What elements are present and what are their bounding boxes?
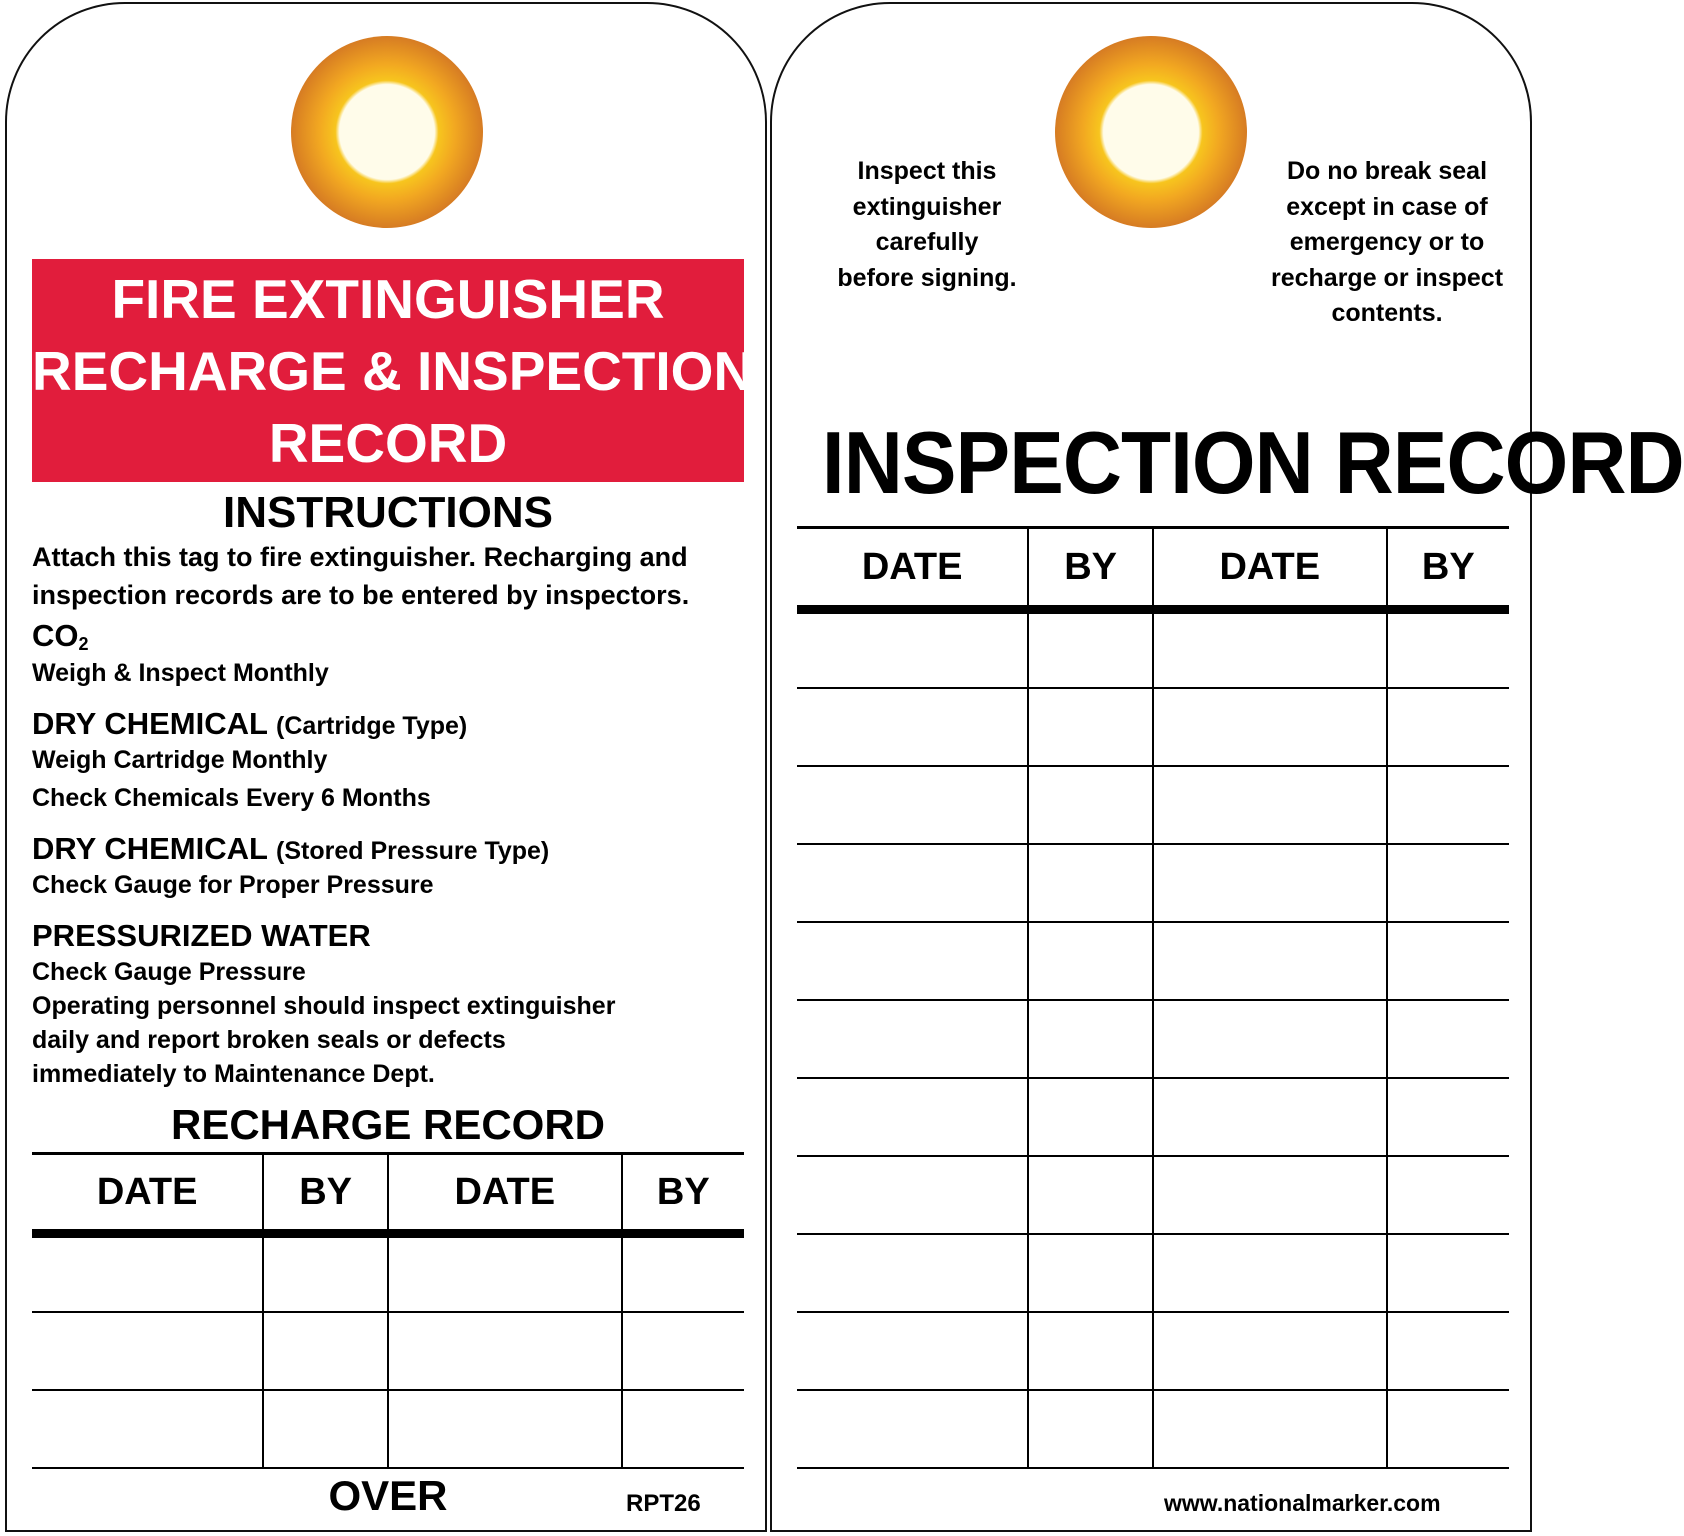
column-header-date: DATE [1153, 528, 1387, 610]
banner-line: FIRE EXTINGUISHER [111, 268, 665, 330]
inspection-record-heading: INSPECTION RECORD [821, 413, 1684, 512]
column-header-by: BY [263, 1154, 388, 1234]
blank-cell [1387, 1234, 1509, 1312]
note-line: recharge or inspect [1270, 263, 1504, 292]
blank-cell [1387, 1000, 1509, 1078]
dry-chemical-stored-line: Check Gauge for Proper Pressure [32, 871, 434, 899]
blank-cell [1153, 1156, 1387, 1234]
recharge-record-table [32, 1152, 744, 1469]
note-line: Do no break seal [1286, 157, 1488, 185]
blank-cell [1153, 610, 1387, 688]
blank-cell [797, 1390, 1028, 1468]
blank-cell [1028, 610, 1153, 688]
blank-cell [1153, 922, 1387, 1000]
front-tag [5, 2, 767, 1532]
table-row [797, 1234, 1509, 1312]
blank-cell [1028, 922, 1153, 1000]
blank-cell [1153, 1390, 1387, 1468]
blank-cell [622, 1390, 744, 1468]
column-header-date: DATE [388, 1154, 622, 1234]
blank-cell [797, 766, 1028, 844]
blank-cell [1387, 1390, 1509, 1468]
blank-cell [1153, 1234, 1387, 1312]
blank-cell [797, 1234, 1028, 1312]
blank-cell [1387, 688, 1509, 766]
seal-note [1252, 154, 1522, 332]
table-row [797, 1000, 1509, 1078]
table-row [32, 1390, 744, 1468]
table-row [32, 1312, 744, 1390]
blank-cell [1028, 1312, 1153, 1390]
table-row [797, 610, 1509, 688]
blank-cell [797, 610, 1028, 688]
inspection-record-table [797, 526, 1509, 1469]
dry-chemical-cartridge-paren: (Cartridge Type) [276, 712, 468, 740]
grommet-hole-icon [291, 36, 483, 228]
intro-line: inspection records are to be entered by inspectors. [32, 580, 690, 610]
blank-cell [1387, 922, 1509, 1000]
over-label: OVER [328, 1472, 448, 1519]
blank-cell [1028, 688, 1153, 766]
dry-chemical-cartridge-head: DRY CHEMICAL [32, 706, 268, 741]
blank-cell [263, 1234, 388, 1312]
blank-cell [263, 1312, 388, 1390]
column-header-by: BY [1387, 528, 1509, 610]
column-header-date: DATE [797, 528, 1028, 610]
column-header-by: BY [1028, 528, 1153, 610]
blank-cell [797, 1156, 1028, 1234]
blank-cell [388, 1390, 622, 1468]
blank-cell [388, 1312, 622, 1390]
pressurized-water-line: daily and report broken seals or defects [32, 1026, 506, 1054]
table-row [797, 1312, 1509, 1390]
blank-cell [1153, 688, 1387, 766]
blank-cell [797, 1312, 1028, 1390]
blank-cell [388, 1234, 622, 1312]
blank-cell [1387, 844, 1509, 922]
table-row [797, 1390, 1509, 1468]
blank-cell [622, 1234, 744, 1312]
blank-cell [1028, 1390, 1153, 1468]
note-line: except in case of [1286, 192, 1488, 221]
column-header-date: DATE [32, 1154, 263, 1234]
blank-cell [32, 1312, 263, 1390]
co2-heading-sub: 2 [78, 634, 89, 654]
blank-cell [797, 922, 1028, 1000]
blank-cell [1028, 1000, 1153, 1078]
blank-cell [1028, 1078, 1153, 1156]
inspect-note [812, 154, 1042, 296]
blank-cell [1387, 1312, 1509, 1390]
pressurized-water-line: Operating personnel should inspect extinguisher [32, 992, 616, 1020]
blank-cell [1028, 1156, 1153, 1234]
blank-cell [797, 844, 1028, 922]
blank-cell [1387, 1156, 1509, 1234]
blank-cell [1028, 844, 1153, 922]
grommet-hole-icon [1055, 36, 1247, 228]
pressurized-water-line: immediately to Maintenance Dept. [32, 1060, 435, 1088]
dry-chemical-stored-paren: (Stored Pressure Type) [276, 837, 550, 865]
blank-cell [1387, 610, 1509, 688]
co2-heading [32, 618, 89, 655]
blank-cell [32, 1234, 263, 1312]
blank-cell [1153, 844, 1387, 922]
blank-cell [622, 1312, 744, 1390]
pressurized-water-line: Check Gauge Pressure [32, 958, 306, 986]
note-line: extinguisher [852, 192, 1002, 221]
dry-chemical-stored-head: DRY CHEMICAL [32, 831, 268, 866]
table-row [797, 688, 1509, 766]
intro-line: Attach this tag to fire extinguisher. Recharging and [32, 542, 688, 572]
table-row [797, 1078, 1509, 1156]
column-header-by: BY [622, 1154, 744, 1234]
blank-cell [1028, 1234, 1153, 1312]
table-row [797, 922, 1509, 1000]
blank-cell [1387, 1078, 1509, 1156]
note-line: Inspect this [857, 157, 997, 185]
back-tag [770, 2, 1684, 1532]
blank-cell [797, 688, 1028, 766]
blank-cell [1153, 766, 1387, 844]
dry-chemical-cartridge-line: Check Chemicals Every 6 Months [32, 784, 431, 812]
dry-chemical-stored-heading [32, 831, 549, 867]
note-line: before signing. [837, 263, 1017, 292]
blank-cell [1153, 1312, 1387, 1390]
table-row [32, 1234, 744, 1312]
blank-cell [1153, 1000, 1387, 1078]
blank-cell [1028, 766, 1153, 844]
blank-cell [797, 1078, 1028, 1156]
table-row [797, 1156, 1509, 1234]
co2-heading-main: CO [32, 618, 79, 653]
intro-text [32, 538, 689, 614]
website-url: www.nationalmarker.com [1164, 1490, 1441, 1516]
note-line: emergency or to [1289, 228, 1485, 256]
title-banner [32, 259, 754, 482]
table-row [797, 844, 1509, 922]
dry-chemical-cartridge-line: Weigh Cartridge Monthly [32, 746, 328, 774]
dry-chemical-cartridge-heading [32, 706, 467, 742]
note-line: contents. [1331, 299, 1443, 327]
blank-cell [32, 1390, 263, 1468]
note-line: carefully [875, 228, 979, 256]
blank-cell [263, 1390, 388, 1468]
blank-cell [1387, 766, 1509, 844]
blank-cell [797, 1000, 1028, 1078]
pressurized-water-heading: PRESSURIZED WATER [32, 918, 371, 953]
banner-line: RECHARGE & INSPECTION [32, 340, 754, 402]
co2-instruction: Weigh & Inspect Monthly [32, 659, 329, 687]
blank-cell [1153, 1078, 1387, 1156]
instructions-heading: INSTRUCTIONS [223, 488, 553, 537]
product-code: RPT26 [626, 1490, 701, 1517]
banner-line: RECORD [268, 412, 508, 474]
table-row [797, 766, 1509, 844]
recharge-record-heading: RECHARGE RECORD [170, 1101, 606, 1148]
